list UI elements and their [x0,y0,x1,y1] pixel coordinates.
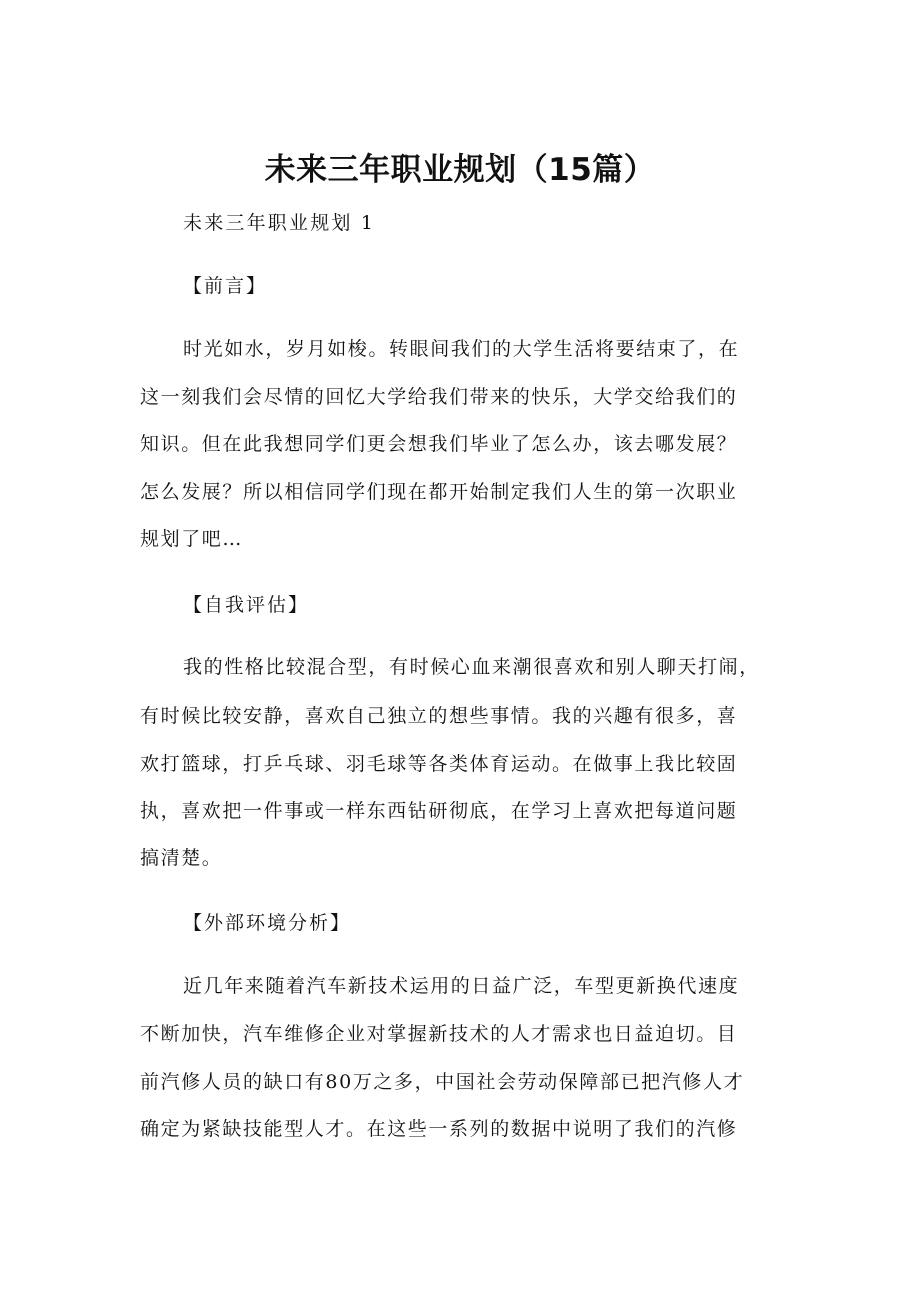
paragraph-line: 怎么发展？所以相信同学们现在都开始制定我们人生的第一次职业 [140,481,738,503]
paragraph-line: 执，喜欢把一件事或一样东西钻研彻底，在学习上喜欢把每道问题 [140,800,738,822]
paragraph-line: 欢打篮球，打乒乓球、羽毛球等各类体育运动。在做事上我比较固 [140,753,738,775]
paragraph-line: 搞清楚。 [140,847,223,869]
document-subtitle: 未来三年职业规划 1 [183,212,376,234]
section-heading-preface: 【前言】 [183,275,268,297]
paragraph-line: 我的性格比较混合型，有时候心血来潮很喜欢和别人聊天打闹， [183,656,760,678]
paragraph-line: 时光如水，岁月如梭。转眼间我们的大学生活将要结束了，在 [183,338,740,360]
paragraph-line: 近几年来随着汽车新技术运用的日益广泛，车型更新换代速度 [183,975,740,997]
paragraph-line: 有时候比较安静，喜欢自己独立的想些事情。我的兴趣有很多，喜 [140,705,738,727]
section-heading-self-assessment: 【自我评估】 [183,594,310,616]
paragraph-line: 不断加快，汽车维修企业对掌握新技术的人才需求也日益迫切。目 [140,1023,738,1045]
document-title: 未来三年职业规划（15篇） [264,152,656,188]
paragraph-line: 规划了吧… [140,528,244,550]
paragraph-line: 这一刻我们会尽情的回忆大学给我们带来的快乐，大学交给我们的 [140,386,738,408]
paragraph-line: 前汽修人员的缺口有80万之多，中国社会劳动保障部已把汽修人才 [140,1071,745,1093]
paragraph-line: 确定为紧缺技能型人才。在这些一系列的数据中说明了我们的汽修 [140,1118,738,1140]
paragraph-line: 知识。但在此我想同学们更会想我们毕业了怎么办，该去哪发展？ [140,433,738,455]
section-heading-external-analysis: 【外部环境分析】 [183,912,352,934]
